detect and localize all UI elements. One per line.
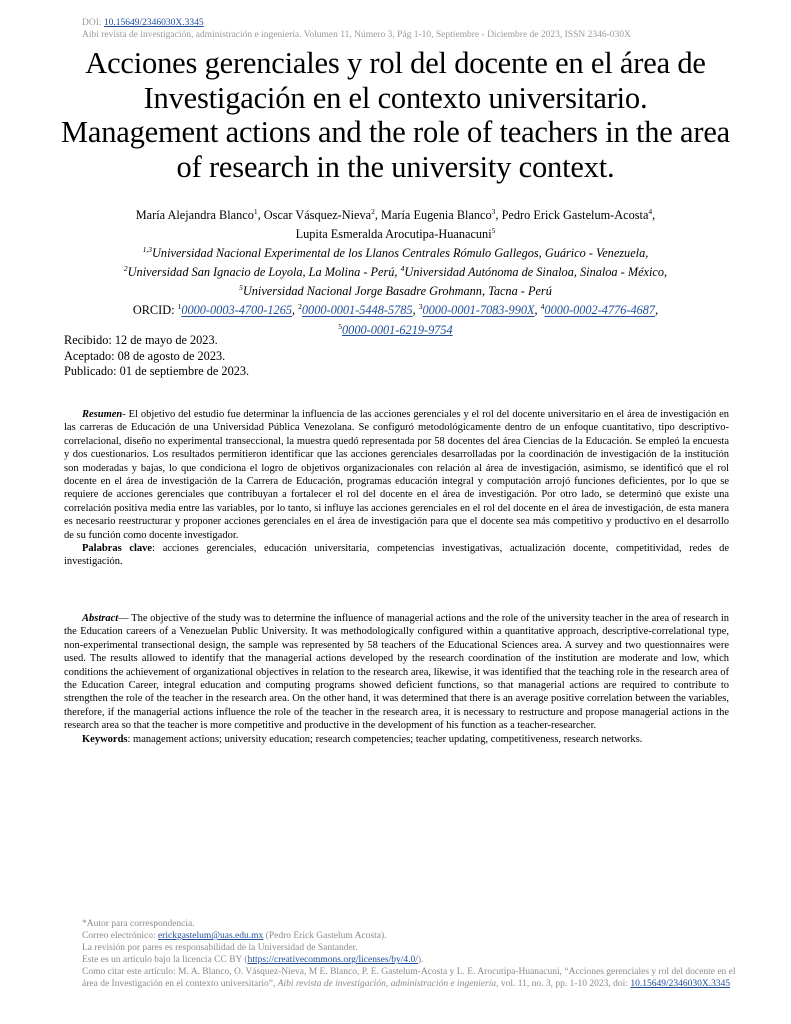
- author-sup: 2: [371, 207, 375, 216]
- affiliation-line: [40, 280, 751, 299]
- affil-sup: 5: [239, 283, 243, 293]
- abstract-paragraph: [64, 612, 729, 733]
- paper-title: [20, 46, 771, 184]
- author-name: Pedro Erick Gastelum-Acosta: [501, 208, 649, 223]
- orcid-sup: 2: [298, 302, 302, 312]
- author-sup: 5: [491, 226, 496, 236]
- published-date: Publicado: 01 de septiembre de 2023.: [64, 364, 250, 378]
- orcid-label: ORCID:: [132, 303, 175, 318]
- orcid-sup: 3: [418, 302, 423, 312]
- resumen-text: - El objetivo del estudio fue determinar la influencia de las acciones gerenciales y el rol del docente universitario en el área de investigación en las carreras de Educación de una Universidad Pública Venezolana. Se configuró metodológicamente dentro de un enfoque cuantitativo, tipo descriptivo-correlacional, diseño no experimental transeccional, la muestra quedó representada por 58 docentes del área Ciencias de la Educación. Se empleó la encuesta y dos cuestionarios. Los resultados permitieron identificar que las acciones gerenciales desarrolladas por la coordinación de investigación de la institución son moderadas y bajas, lo que condiciona el logro de objetivos organizacionales con relación al área de investigación, asimismo, se identificó que el rol docente en el área de investigación de la Carrera de Educación, programas educación integral y computación arrojó funciones deficientes, por lo que se requiere de acciones gerenciales que contribuyan a fortalecer el rol del docente en el área de investigación. Por otro lado, se determinó que existe una correlación positiva media entre las variables, por lo tanto, si influye las acciones gerenciales en el rol del docente en el área de investigación, de esta manera es necesario reestructurar y proponer acciones gerenciales en el área de investigación para que el docente sea más competitivo y productivo en el desarrollo de su función como docente investigador.: [64, 409, 729, 541]
- affil-text: Universidad Nacional Jorge Basadre Grohmann, Tacna - Perú: [242, 284, 552, 299]
- orcid-link[interactable]: 0000-0003-4700-1265: [181, 303, 292, 318]
- citation-prefix: Como citar este artículo: M. A. Blanco, O. Vásquez-Nieva, M E. Blanco, P. E. Gastelum-Acosta y L. E. Arocutipa-Huanacuni, “Acciones gerenciales y rol del docente en el área de Investigación en el contexto universitario”,: [82, 967, 736, 990]
- affil-sup: 1,3: [142, 245, 153, 255]
- running-header: [82, 17, 631, 41]
- orcid-link[interactable]: 0000-0001-7083-990X: [422, 303, 535, 318]
- author-name: Oscar Vásquez-Nieva: [263, 208, 372, 223]
- author-sup: 1: [253, 207, 258, 216]
- title-line: Investigación en el contexto universitario.: [143, 80, 648, 115]
- palabras-clave-text: : acciones gerenciales, educación universitaria, competencias investigativas, actualización docente, competitividad, redes de investigación.: [64, 543, 730, 568]
- title-line: Acciones gerenciales y rol del docente en el área de: [85, 46, 706, 80]
- affil-sup: 2: [123, 264, 128, 274]
- affiliation-line: [40, 242, 751, 261]
- keywords-label: Keywords: [82, 733, 128, 745]
- license-prefix: Este es un artículo bajo la licencia CC BY (: [82, 955, 248, 966]
- resumen-paragraph: [64, 408, 729, 542]
- title-line: Management actions and the role of teachers in the area: [60, 115, 730, 149]
- doi-label: DOI:: [82, 18, 102, 28]
- author-name: Lupita Esmeralda Arocutipa-Huanacuni: [295, 227, 492, 242]
- journal-line: Aibi revista de investigación, administración e ingeniería. Volumen 11, Número 3, Pág 1-10, Septiembre - Diciembre de 2023, ISSN 2346-030X: [82, 30, 631, 40]
- author-name: María Alejandra Blanco: [135, 208, 254, 223]
- affiliation-line: [40, 261, 751, 280]
- orcid-line: ORCID: $^1$0000-0003-4700-1265, $^2$0000-0001-5448-5785, $^3$0000-0001-7083-990X, $^4$0000-0002-4776-4687, $^5$0000-0001-6219-9754: [132, 302, 659, 337]
- citation-line: [82, 966, 742, 990]
- email-line: [82, 930, 742, 942]
- email-link[interactable]: erickgastelum@uas.edu.mx: [157, 931, 264, 942]
- citation-journal: Aibi revista de investigación, administración e ingeniería: [277, 979, 497, 990]
- peer-review-note: La revisión por pares es responsabilidad de la Universidad de Santander.: [82, 943, 358, 954]
- author-sup: 3: [491, 207, 496, 216]
- corresponding-note: *Autor para correspondencia.: [82, 919, 195, 929]
- keywords: [64, 733, 729, 746]
- affil-text: Universidad Autónoma de Sinaloa, Sinaloa - México,: [404, 265, 668, 280]
- author-sup: 4: [648, 207, 653, 216]
- palabras-clave: [64, 542, 729, 569]
- email-label: Correo electrónico:: [82, 931, 158, 942]
- abstract-text: — The objective of the study was to determine the influence of managerial actions and the role of the university teacher in the area of research in the Education careers of a Venezuelan Public University. It was methodologically configured within a quantitative approach, descriptive-correlational type, non-experimental transectional design, the sample was represented by 58 teachers of the Educational Sciences area. A survey and two questionnaires were used. The results allowed to identify that the managerial actions developed by the research coordination of the institution are moderate and low, which conditions the achievement of organizational objectives in relation to the research area, likewise, it was identified that the teaching role in the research area of the Education Career, integral education and computing programs showed deficient functions, so that managerial actions are required to contribute to strengthen the role of the teacher in the research area. On the other hand, it was determined that there is an average positive correlation between the variables, therefore, if the managerial actions influence the role of the teacher in the research area, it is necessary to restructure and propose managerial actions in the research area so that the teacher is more competitive and productive in the development of his function as a teacher-researcher.: [64, 613, 729, 732]
- license-suffix: ).: [417, 955, 424, 966]
- author-list: María Alejandra Blanco$^1$, Oscar Vásquez-Nieva$^2$, María Eugenia Blanco$^3$, Pedro Erick Gastelum-Acosta$^4$, Lupita Esmeralda Arocutipa-Huanacuni$^5$: [135, 207, 656, 242]
- affil-sup: 4: [400, 264, 405, 274]
- resumen-section: [64, 408, 729, 569]
- doi-link[interactable]: 10.15649/2346030X.3345: [103, 18, 204, 28]
- doi-line: [82, 17, 631, 29]
- orcid-sup: 1: [177, 302, 182, 312]
- keywords-text: : management actions; university education; research competencies; teacher updating, competitiveness, research networks.: [127, 733, 643, 745]
- license-link[interactable]: https://creativecommons.org/licenses/by/4.0/: [247, 955, 418, 966]
- abstract-section: [64, 612, 729, 746]
- accepted-date: Aceptado: 08 de agosto de 2023.: [64, 348, 226, 363]
- orcid-link[interactable]: 0000-0001-6219-9754: [342, 322, 453, 337]
- resumen-heading: Resumen: [82, 409, 123, 420]
- author-block: [40, 204, 751, 338]
- orcid-link[interactable]: 0000-0002-4776-4687: [544, 303, 656, 318]
- title-line: of research in the university context.: [176, 149, 615, 184]
- received-date: Recibido: 12 de mayo de 2023.: [64, 333, 218, 347]
- author-name: María Eugenia Blanco: [381, 208, 492, 223]
- orcid-sup: 4: [540, 302, 545, 312]
- affil-text: Universidad Nacional Experimental de los Llanos Centrales Rómulo Gallegos, Guárico - Venezuela,: [152, 246, 649, 261]
- abstract-heading: Abstract: [82, 613, 119, 624]
- orcid-link[interactable]: 0000-0001-5448-5785: [301, 303, 413, 318]
- orcid-sup: 5: [338, 321, 343, 331]
- dates-block: [64, 333, 249, 380]
- license-line: [82, 954, 742, 966]
- palabras-clave-label: Palabras clave: [82, 543, 153, 555]
- footnotes: [82, 918, 742, 991]
- citation-suffix: , vol. 11, no. 3, pp. 1-10 2023, doi:: [496, 979, 631, 990]
- email-suffix: (Pedro Erick Gastelum Acosta).: [263, 931, 387, 942]
- citation-doi-link[interactable]: 10.15649/2346030X.3345: [630, 979, 731, 990]
- affil-text: Universidad San Ignacio de Loyola, La Molina - Perú,: [127, 265, 401, 280]
